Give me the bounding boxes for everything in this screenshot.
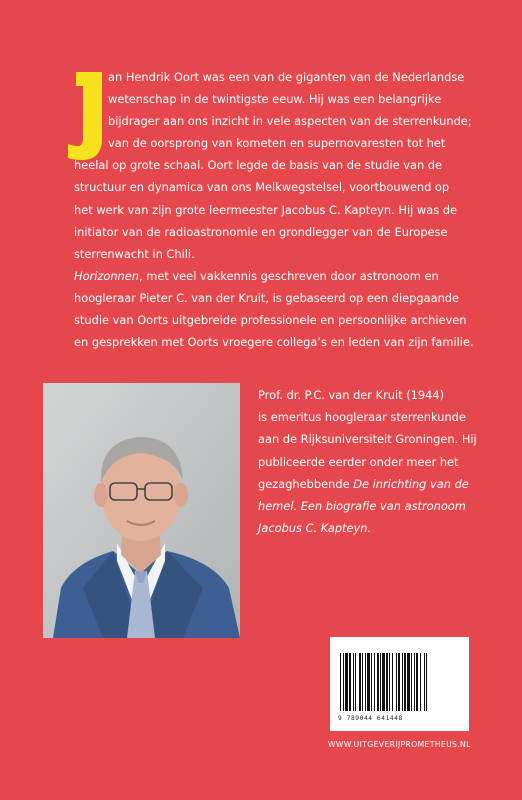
barcode-bar — [386, 653, 388, 711]
blurb-line: heelal op grote schaal. Oort legde de basis van de studie van de — [74, 158, 443, 173]
barcode-bar — [411, 653, 412, 711]
bio-line — [258, 473, 488, 495]
publisher-website: WWW.UITGEVERIJPROMETHEUS.NL — [328, 740, 471, 749]
barcode-bar — [396, 653, 397, 711]
author-portrait-illustration — [43, 383, 240, 638]
isbn-number: 9 789044 641448 — [338, 715, 403, 722]
barcode-bar — [392, 653, 393, 711]
bio-line: aan de Rijksuniversiteit Groningen. Hij — [258, 432, 477, 447]
barcode-bar — [420, 653, 421, 711]
back-cover-blurb — [74, 66, 478, 353]
blurb-para2-first-line — [74, 265, 478, 287]
blurb-text: , met veel vakkennis geschreven door astronoom en — [139, 268, 439, 283]
barcode-bars — [330, 637, 469, 715]
barcode-bar — [345, 653, 348, 711]
barcode-bar — [355, 653, 356, 711]
barcode-bar — [362, 653, 363, 711]
author-bio — [258, 384, 488, 539]
previous-book-title-line: Jacobus C. Kapteyn. — [258, 521, 372, 536]
previous-book-title-line: hemel. Een biografie van astronoom — [258, 499, 466, 514]
barcode-bar — [424, 653, 425, 711]
barcode-bar — [367, 653, 370, 711]
barcode-bar — [365, 653, 366, 711]
bio-text: gezaghebbende — [258, 476, 354, 491]
author-photo — [43, 383, 240, 638]
blurb-line: het werk van zijn grote leermeester Jacobus C. Kapteyn. Hij was de — [74, 202, 457, 217]
barcode-bar — [359, 653, 361, 711]
barcode-bar — [414, 653, 415, 711]
bio-line: publiceerde eerder onder meer het — [258, 454, 459, 469]
barcode-bar — [353, 653, 354, 711]
barcode-bar — [371, 653, 372, 711]
blurb-line: an Hendrik Oort was een van de giganten van de Nederlandse — [108, 70, 465, 84]
barcode-bar — [340, 653, 341, 711]
book-title: Horizonnen — [74, 268, 139, 283]
barcode-bar — [380, 653, 381, 711]
barcode-bar — [426, 653, 427, 711]
blurb-line: hoogleraar Pieter C. van der Kruit, is gebaseerd op een diepgaande — [74, 290, 460, 305]
barcode-bar — [382, 653, 385, 711]
barcode-bar — [404, 653, 406, 711]
barcode-bar — [377, 653, 379, 711]
barcode-bar — [407, 653, 410, 711]
bio-line: Prof. dr. P.C. van der Kruit (1944) — [258, 388, 445, 402]
bio-line: is emeritus hoogleraar sterrenkunde — [258, 410, 466, 425]
barcode-bar — [389, 653, 390, 711]
blurb-line: initiator van de radioastronomie en grondlegger van de Europese — [74, 224, 448, 239]
blurb-line: bijdrager aan ons inzicht in vele aspecten van de sterrenkunde; — [108, 114, 472, 129]
barcode-bar — [343, 653, 344, 711]
barcode-bar — [402, 653, 403, 711]
isbn-barcode — [330, 637, 469, 731]
blurb-line: en gesprekken met Oorts vroegere collega’s en leden van zijn familie. — [74, 335, 474, 350]
blurb-line: sterrenwacht in Chili. — [74, 246, 195, 261]
barcode-bar — [349, 653, 351, 711]
blurb-line: studie van Oorts uitgebreide professionele en persoonlijke archieven — [74, 313, 467, 328]
barcode-bar — [374, 653, 375, 711]
blurb-line: wetenschap in de twintigste eeuw. Hij was een belangrijke — [108, 92, 442, 107]
barcode-bar — [416, 653, 418, 711]
blurb-line: structuur en dynamica van ons Melkwegstelsel, voortbouwend op — [74, 180, 450, 195]
blurb-line: van de oorsprong van kometen en supernovaresten tot het — [108, 136, 446, 151]
previous-book-title: De inrichting van de — [353, 476, 469, 491]
barcode-bar — [398, 653, 400, 711]
